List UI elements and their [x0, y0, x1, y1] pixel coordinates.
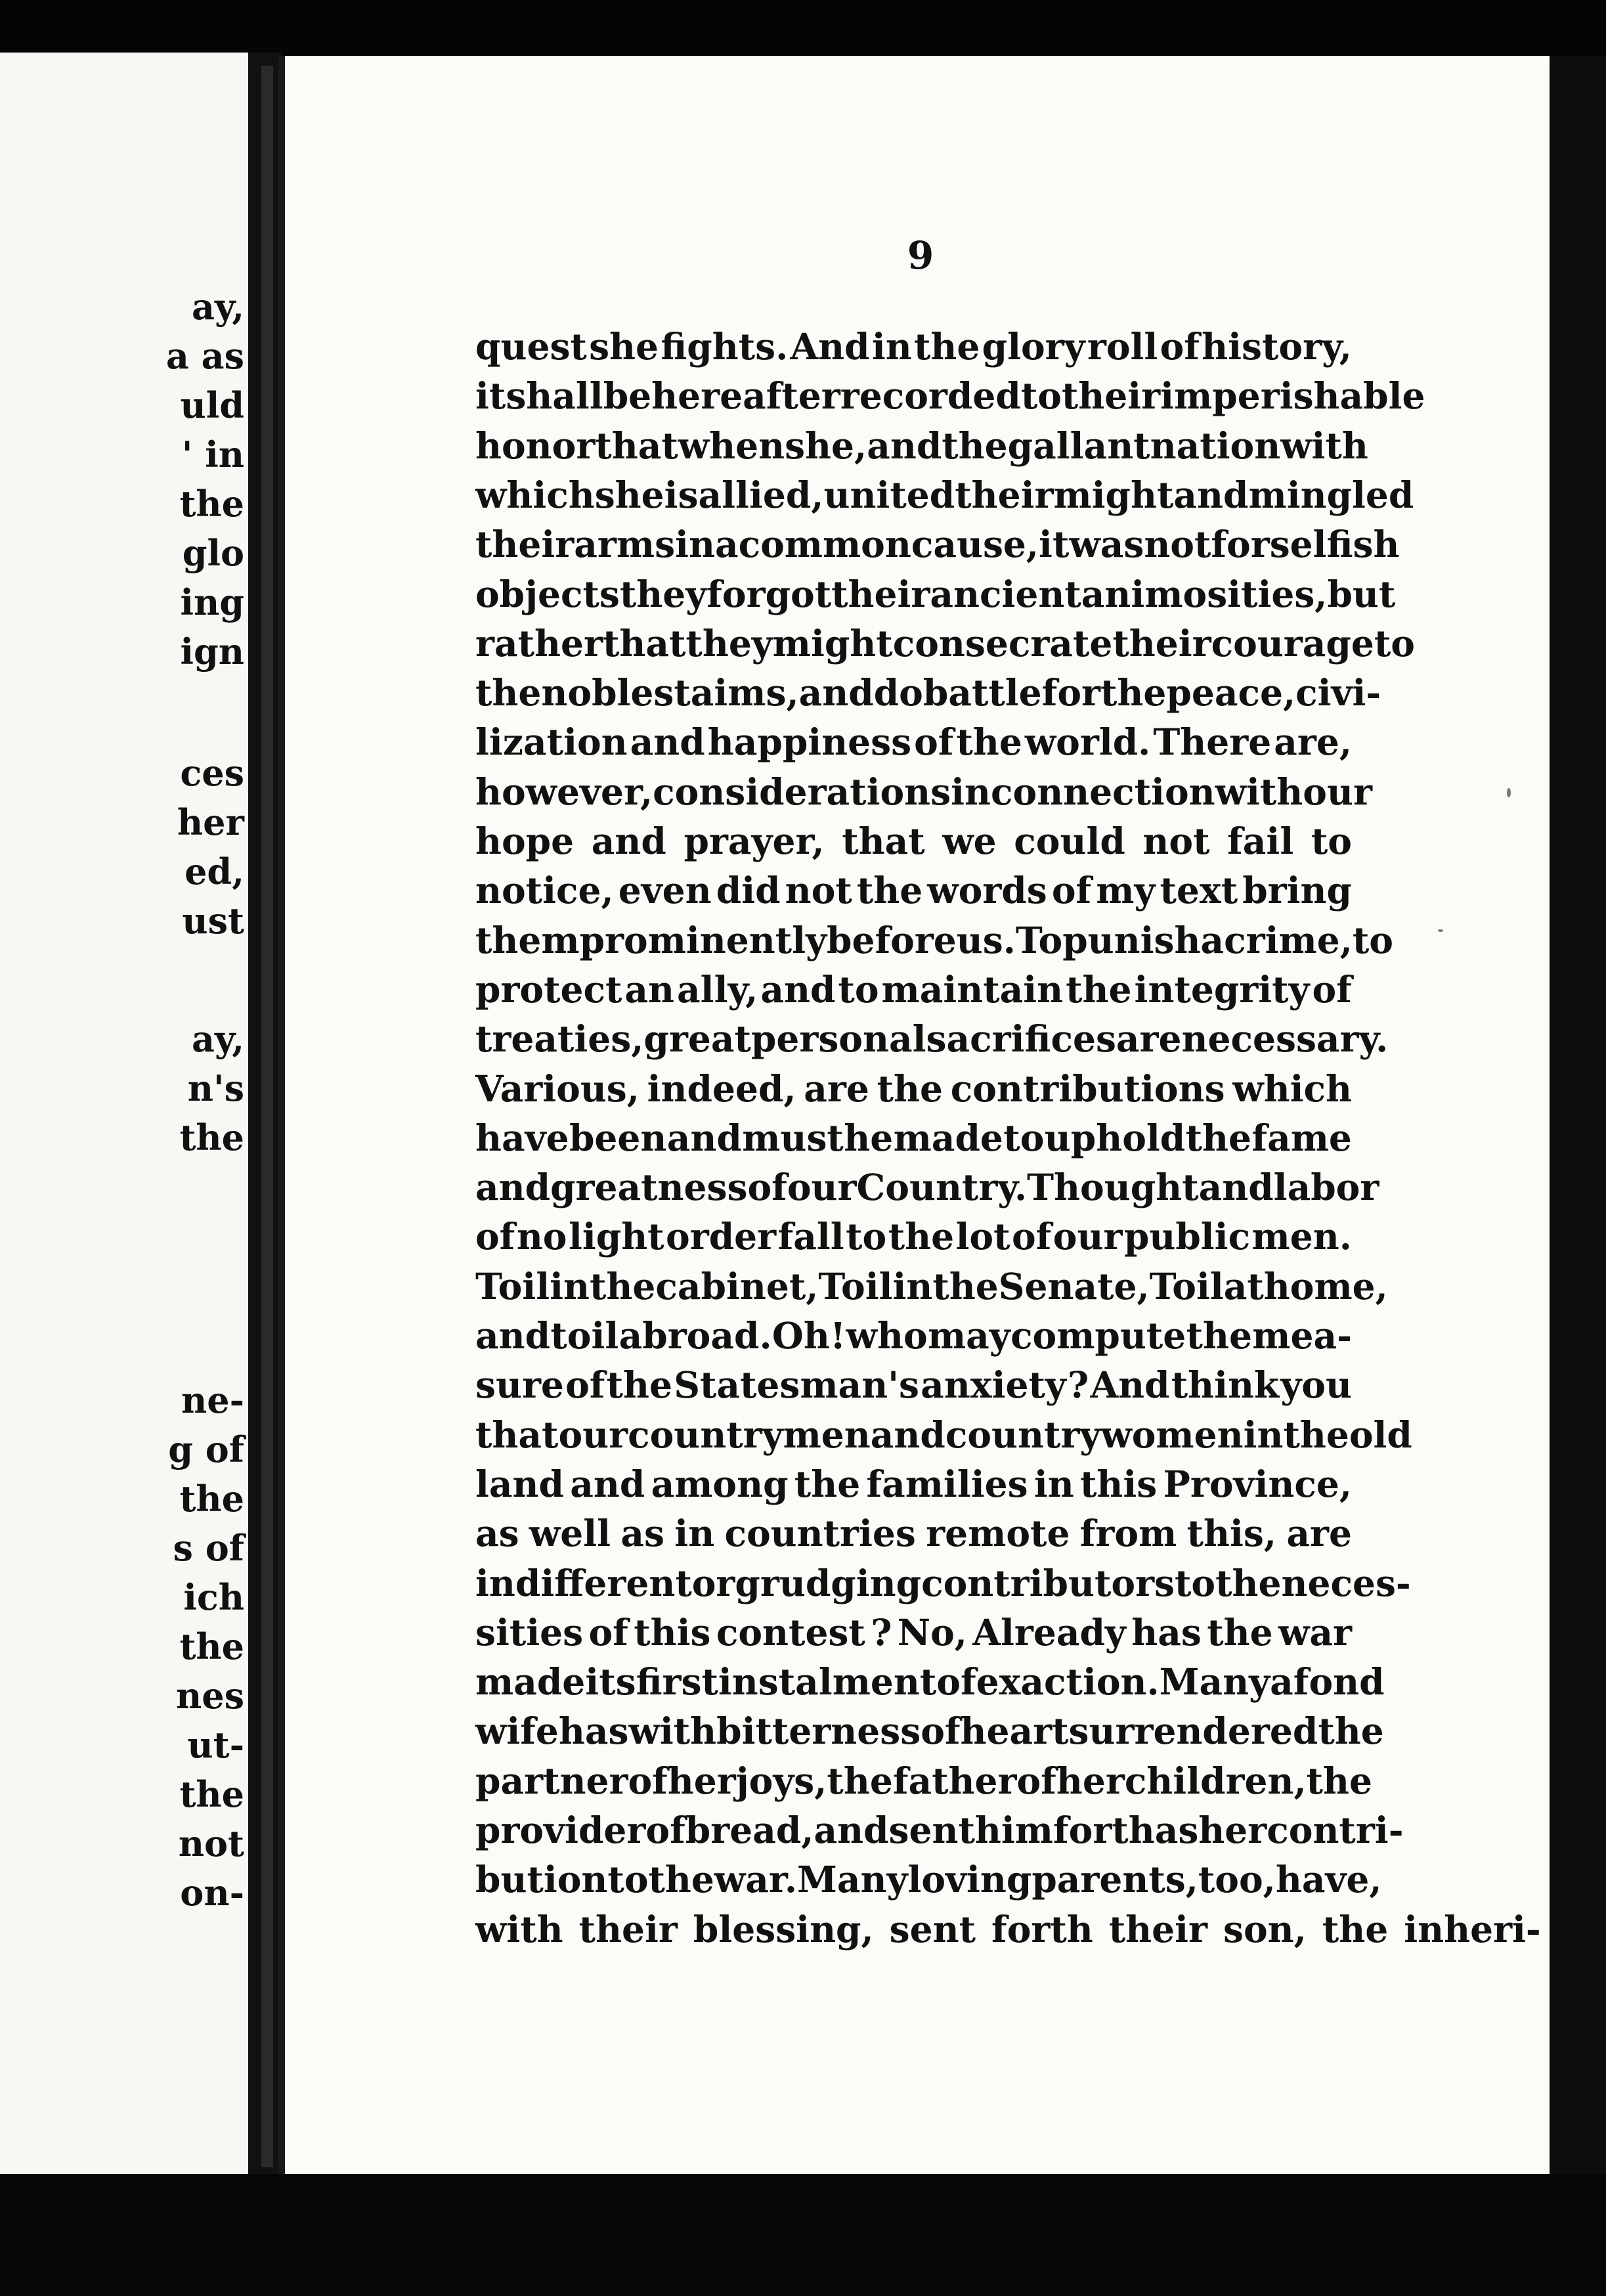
left-page-fragment: n's — [187, 1067, 244, 1109]
left-page-fragment: ay, — [192, 1018, 244, 1060]
text-line: protect an ally, and to maintain the integrity of — [475, 967, 1352, 1011]
text-line: Toil in the cabinet, Toil in the Senate, Toil at home, — [475, 1264, 1388, 1308]
text-line: honor that when she, and the gallant nation with — [475, 424, 1368, 467]
text-line: hope and prayer, that we could not fail to — [475, 820, 1352, 862]
left-page-fragment: s of — [173, 1527, 244, 1569]
text-line: indifferent or grudging contributors to the neces- — [475, 1561, 1411, 1604]
page-9 — [278, 56, 1556, 2174]
left-page-fragment: ' in — [181, 433, 244, 475]
text-line: the noblest aims, and do battle for the peace, civi- — [475, 671, 1381, 715]
text-line: wife has with bitterness of heart surrendered the — [475, 1710, 1384, 1753]
text-line: with their blessing, sent forth their son, the inheri- — [475, 1907, 1541, 1951]
text-line: them prominently before us. To punish a crime, to — [475, 918, 1393, 961]
text-line: and greatness of our Country. Thought and labor — [475, 1166, 1379, 1209]
left-page-fragment: the — [179, 483, 244, 525]
left-page-fragment: the — [179, 1116, 244, 1159]
scan-border-bottom — [0, 2174, 1606, 2296]
text-line: objects they forgot their ancient animosities, but — [475, 572, 1396, 615]
left-page-fragment: ne- — [181, 1379, 244, 1421]
left-page-fragment: ign — [180, 630, 244, 673]
left-page-fragment: ces — [180, 752, 244, 794]
left-page-fragment: g of — [168, 1428, 244, 1470]
text-line: land and among the families in this Province, — [475, 1462, 1352, 1505]
text-line: sities of this contest ? No, Already has the war — [475, 1610, 1352, 1654]
scan-speck — [1507, 788, 1511, 797]
text-line: rather that they might consecrate their courage to — [475, 621, 1415, 665]
left-page-fragment: nes — [175, 1675, 244, 1717]
text-line: their arms in a common cause, it was not for selfish — [475, 523, 1400, 566]
left-page-fragment: ing — [180, 581, 244, 623]
text-line: of no light order fall to the lot of our public men. — [475, 1215, 1352, 1258]
left-page-fragment: the — [179, 1478, 244, 1520]
left-page-fragment: the — [179, 1625, 244, 1667]
text-line: treaties, great personal sacrifices are necessary. — [475, 1017, 1389, 1061]
text-line: made its first instalment of exaction. Many a fond — [475, 1660, 1385, 1704]
facing-page-left — [0, 53, 250, 2220]
left-page-fragment: on- — [180, 1872, 244, 1914]
page-number: 9 — [907, 233, 934, 278]
left-page-fragment: her — [177, 801, 244, 843]
left-page-fragment: ust — [182, 900, 244, 942]
text-line: it shall be hereafter recorded to their imperishable — [475, 374, 1425, 418]
text-line: which she is allied, united their might and mingled — [475, 473, 1414, 516]
text-line: provider of bread, and sent him forth as her contri- — [475, 1809, 1404, 1851]
text-line: as well as in countries remote from this, are — [475, 1512, 1352, 1555]
left-page-fragment: glo — [182, 532, 244, 574]
scan-border-right — [1550, 56, 1606, 2174]
left-page-fragment: not — [178, 1822, 244, 1865]
text-line: sure of the Statesman's anxiety ? And think you — [475, 1363, 1352, 1407]
text-line: lization and happiness of the world. There are, — [475, 720, 1352, 764]
scan-speck — [1438, 929, 1443, 932]
left-page-fragment: ich — [183, 1576, 244, 1618]
text-line: notice, even did not the words of my text bring — [475, 869, 1352, 912]
text-line: quest she fights. And in the glory roll of history, — [475, 325, 1352, 368]
left-page-fragment: ut- — [187, 1724, 244, 1766]
text-line: however, considerations in connection with our — [475, 770, 1372, 813]
left-page-fragment: ed, — [184, 850, 244, 893]
left-page-fragment: the — [179, 1773, 244, 1815]
gutter-shadow — [261, 66, 273, 2167]
left-page-fragment: uld — [180, 384, 244, 426]
left-page-fragment: a as — [165, 335, 244, 377]
text-line: that our countrymen and countrywomen in the old — [475, 1413, 1412, 1456]
left-page-fragment: ay, — [192, 286, 244, 328]
text-line: Various, indeed, are the contributions which — [475, 1067, 1352, 1110]
text-line: bution to the war. Many loving parents, too, have, — [475, 1858, 1382, 1901]
text-line: partner of her joys, the father of her children, the — [475, 1759, 1373, 1802]
text-line: have been and must he made to uphold the fame — [475, 1116, 1352, 1159]
text-line: and toil abroad. Oh ! who may compute the mea- — [475, 1314, 1352, 1357]
